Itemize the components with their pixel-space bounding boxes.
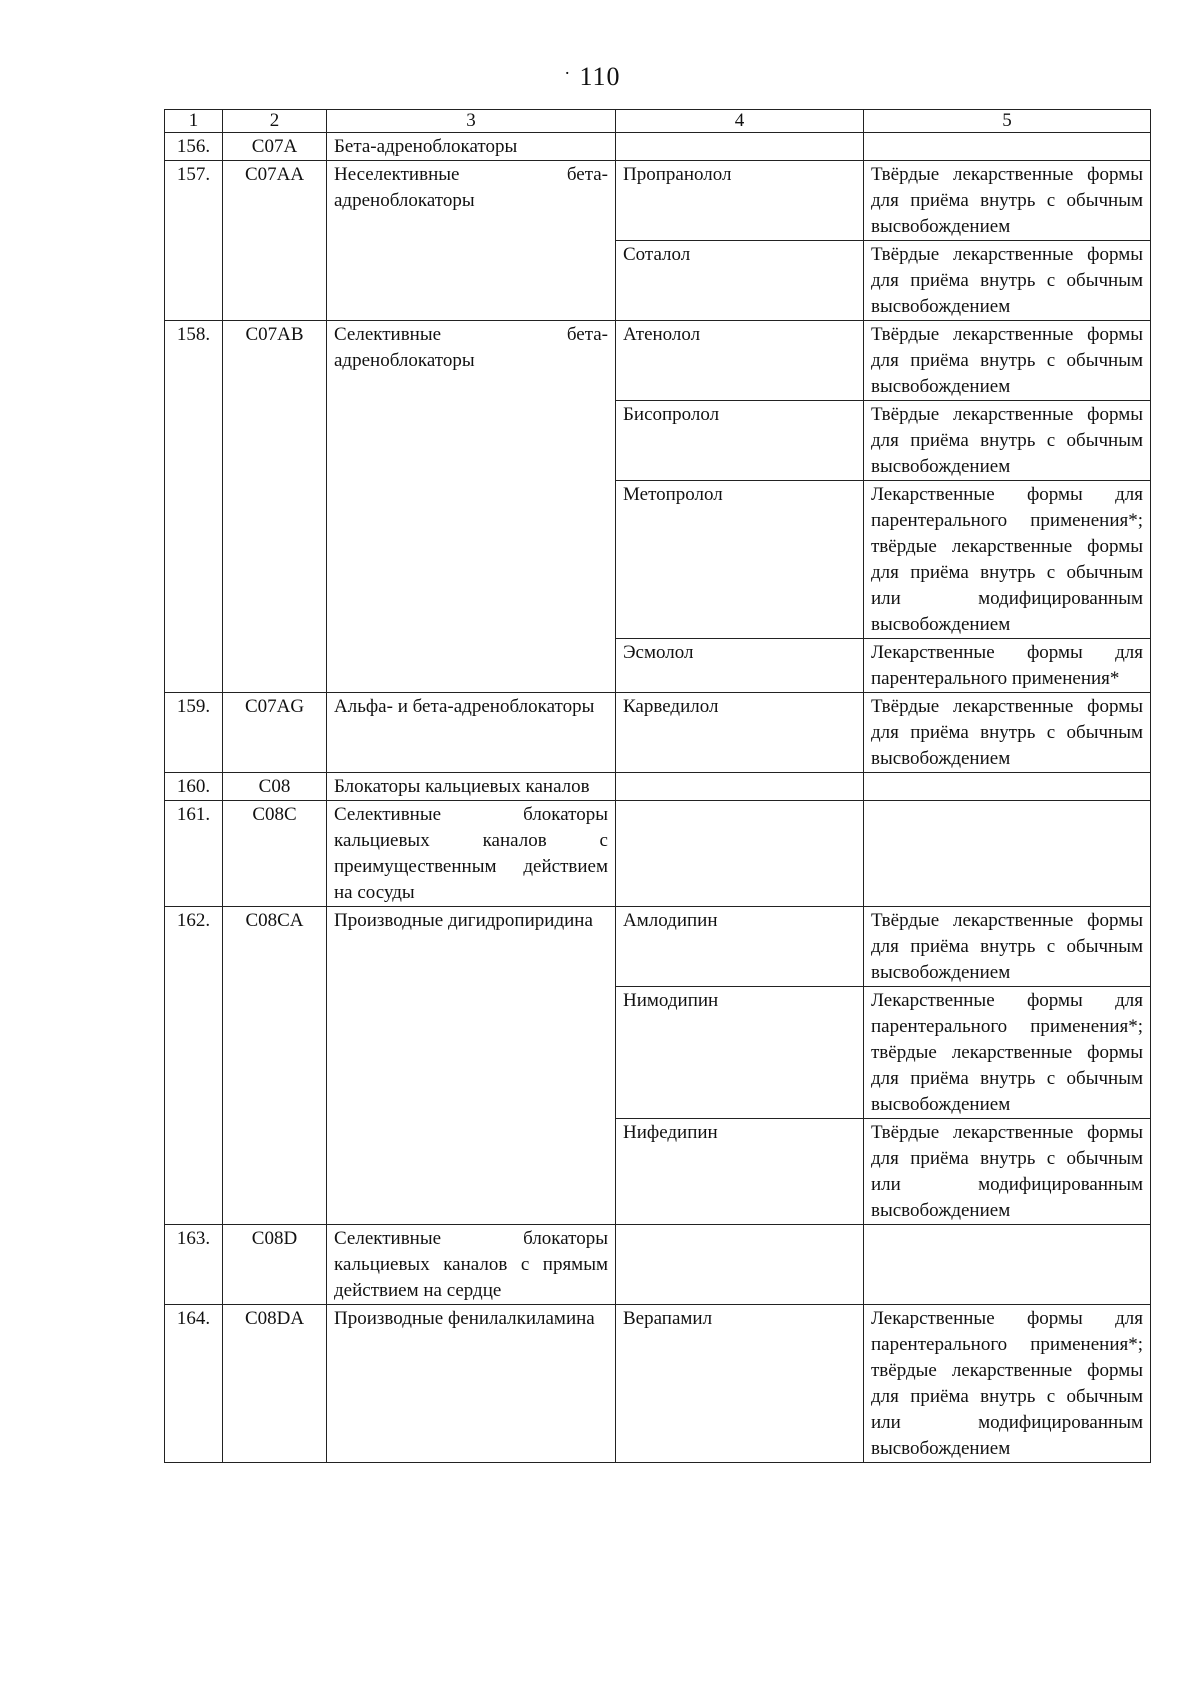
header-row: [165, 110, 1151, 133]
atc-group-name: Селективные блокаторы кальциевых каналов с преимущественным действием на сосуды: [327, 801, 616, 907]
header-col-2: 2: [223, 110, 327, 133]
drug-name: Амлодипин: [616, 907, 864, 987]
drug-name-empty: [616, 773, 864, 801]
dosage-forms: Твёрдые лекарственные формы для приёма внутрь с обычным высвобождением: [864, 321, 1151, 401]
table-row: [165, 1305, 1151, 1463]
table-row: [165, 773, 1151, 801]
row-number: 156.: [165, 133, 223, 161]
atc-group-name: Неселективные бета-адреноблокаторы: [327, 161, 616, 321]
drug-name: Метопролол: [616, 481, 864, 639]
atc-group-name: Бета-адреноблокаторы: [327, 133, 616, 161]
table-header: [165, 110, 1151, 133]
atc-group-name: Производные фенилалкиламина: [327, 1305, 616, 1463]
atc-code: C08D: [223, 1225, 327, 1305]
table-body: [165, 133, 1151, 1463]
atc-code: C07AG: [223, 693, 327, 773]
dosage-forms-empty: [864, 801, 1151, 907]
atc-code: C08C: [223, 801, 327, 907]
page-number-text: 110: [579, 62, 621, 91]
dosage-forms: Лекарственные формы для парентерального применения*; твёрдые лекарственные формы для приёма внутрь с обычным или модифицированным высвобождением: [864, 481, 1151, 639]
drug-name: Атенолол: [616, 321, 864, 401]
header-col-1: 1: [165, 110, 223, 133]
atc-code: C08: [223, 773, 327, 801]
drug-name: Пропранолол: [616, 161, 864, 241]
dosage-forms-empty: [864, 773, 1151, 801]
drug-name: Карведилол: [616, 693, 864, 773]
row-number: 163.: [165, 1225, 223, 1305]
medicines-table: [164, 109, 1151, 1463]
drug-name-empty: [616, 801, 864, 907]
dosage-forms: Лекарственные формы для парентерального применения*; твёрдые лекарственные формы для приёма внутрь с обычным высвобождением: [864, 987, 1151, 1119]
atc-code: C07AA: [223, 161, 327, 321]
table-row: [165, 321, 1151, 401]
atc-group-name: Альфа- и бета-адреноблокаторы: [327, 693, 616, 773]
dosage-forms: Твёрдые лекарственные формы для приёма внутрь с обычным высвобождением: [864, 693, 1151, 773]
drug-name: Бисопролол: [616, 401, 864, 481]
dosage-forms: Лекарственные формы для парентерального применения*; твёрдые лекарственные формы для приёма внутрь с обычным или модифицированным высвобождением: [864, 1305, 1151, 1463]
table-row: [165, 801, 1151, 907]
table-row: [165, 133, 1151, 161]
dosage-forms: Твёрдые лекарственные формы для приёма внутрь с обычным высвобождением: [864, 401, 1151, 481]
row-number: 160.: [165, 773, 223, 801]
atc-group-name: Селективные бета-адреноблокаторы: [327, 321, 616, 693]
drug-name: Эсмолол: [616, 639, 864, 693]
dosage-forms-empty: [864, 133, 1151, 161]
drug-name: Соталол: [616, 241, 864, 321]
dosage-forms-empty: [864, 1225, 1151, 1305]
drug-name-empty: [616, 133, 864, 161]
atc-group-name: Селективные блокаторы кальциевых каналов с прямым действием на сердце: [327, 1225, 616, 1305]
table-row: [165, 161, 1151, 241]
table-row: [165, 693, 1151, 773]
dosage-forms: Твёрдые лекарственные формы для приёма внутрь с обычным высвобождением: [864, 241, 1151, 321]
row-number: 157.: [165, 161, 223, 321]
drug-name: Нимодипин: [616, 987, 864, 1119]
dosage-forms: Лекарственные формы для парентерального применения*: [864, 639, 1151, 693]
page-number: [0, 58, 1200, 92]
row-number: 158.: [165, 321, 223, 693]
table-row: [165, 907, 1151, 987]
page-mark: .: [565, 58, 571, 78]
drug-name: Нифедипин: [616, 1119, 864, 1225]
atc-code: C07AB: [223, 321, 327, 693]
row-number: 159.: [165, 693, 223, 773]
drug-name: Верапамил: [616, 1305, 864, 1463]
row-number: 164.: [165, 1305, 223, 1463]
dosage-forms: Твёрдые лекарственные формы для приёма внутрь с обычным высвобождением: [864, 907, 1151, 987]
dosage-forms: Твёрдые лекарственные формы для приёма внутрь с обычным или модифицированным высвобождением: [864, 1119, 1151, 1225]
header-col-4: 4: [616, 110, 864, 133]
atc-group-name: Блокаторы кальциевых каналов: [327, 773, 616, 801]
atc-code: C08CA: [223, 907, 327, 1225]
atc-code: C07A: [223, 133, 327, 161]
row-number: 161.: [165, 801, 223, 907]
atc-group-name: Производные дигидропиридина: [327, 907, 616, 1225]
row-number: 162.: [165, 907, 223, 1225]
header-col-5: 5: [864, 110, 1151, 133]
drug-name-empty: [616, 1225, 864, 1305]
header-col-3: 3: [327, 110, 616, 133]
table-row: [165, 1225, 1151, 1305]
dosage-forms: Твёрдые лекарственные формы для приёма внутрь с обычным высвобождением: [864, 161, 1151, 241]
atc-code: C08DA: [223, 1305, 327, 1463]
